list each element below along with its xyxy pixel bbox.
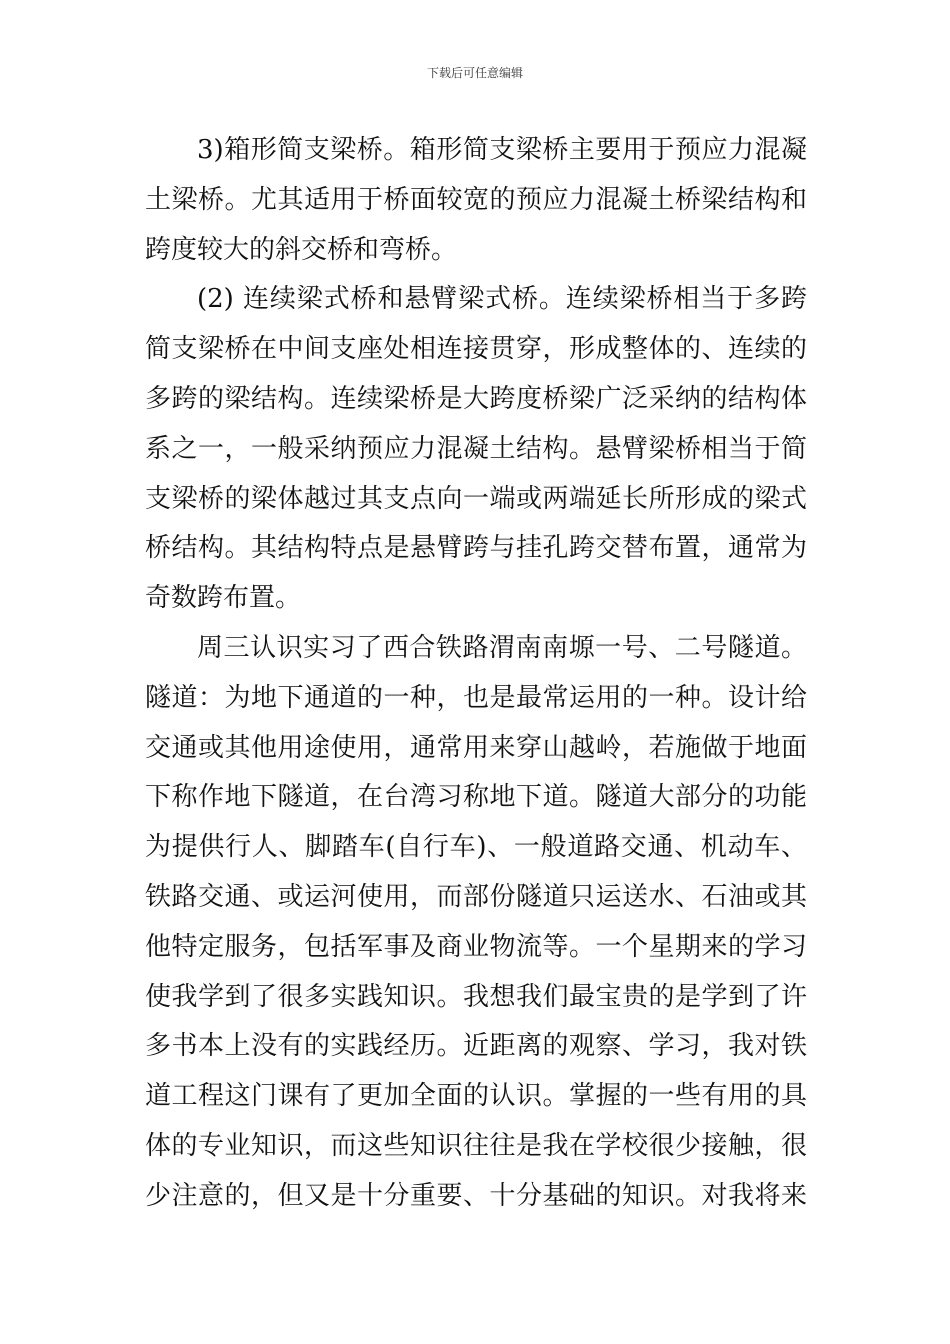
- text-line: 他特定服务，包括军事及商业物流等。一个星期来的学习: [145, 931, 807, 962]
- text-line: 多跨的梁结构。连续梁桥是大跨度桥梁广泛采纳的结构体: [145, 383, 807, 414]
- text-line: 体的专业知识，而这些知识往往是我在学校很少接触，很: [145, 1130, 807, 1161]
- text-line: (2) 连续梁式桥和悬臂梁式桥。连续梁桥相当于多跨: [197, 284, 807, 315]
- document-body: [145, 130, 807, 1226]
- text-line: 为提供行人、脚踏车(自行车)、一般道路交通、机动车、: [145, 832, 807, 863]
- text-line: 支梁桥的梁体越过其支点向一端或两端延长所形成的梁式: [145, 483, 807, 514]
- text-line: 3)箱形简支梁桥。箱形简支梁桥主要用于预应力混凝: [197, 135, 807, 165]
- text-line: 多书本上没有的实践经历。近距离的观察、学习，我对铁: [145, 1031, 807, 1062]
- paragraph-continuous-beam: [145, 279, 807, 628]
- text-line: 道工程这门课有了更加全面的认识。掌握的一些有用的具: [145, 1081, 807, 1112]
- text-line: 隧道：为地下通道的一种，也是最常运用的一种。设计给: [145, 682, 807, 713]
- text-line: 跨度较大的斜交桥和弯桥。: [145, 234, 458, 265]
- text-line: 土梁桥。尤其适用于桥面较宽的预应力混凝土桥梁结构和: [145, 184, 807, 215]
- text-line: 桥结构。其结构特点是悬臂跨与挂孔跨交替布置，通常为: [145, 533, 807, 564]
- text-line: 使我学到了很多实践知识。我想我们最宝贵的是学到了许: [145, 981, 807, 1012]
- text-line: 系之一，一般采纳预应力混凝土结构。悬臂梁桥相当于简: [145, 433, 807, 464]
- text-line: 奇数跨布置。: [145, 583, 302, 614]
- text-line: 铁路交通、或运河使用，而部份隧道只运送水、石油或其: [145, 881, 807, 912]
- paragraph-tunnel: [145, 628, 807, 1226]
- text-line: 交通或其他用途使用，通常用来穿山越岭，若施做于地面: [145, 732, 807, 763]
- text-line: 周三认识实习了西合铁路渭南南塬一号、二号隧道。: [197, 632, 807, 663]
- paragraph-box-girder: [145, 130, 807, 279]
- page-header: 下载后可任意编辑: [426, 66, 523, 80]
- text-line: 少注意的，但又是十分重要、十分基础的知识。对我将来: [145, 1180, 807, 1211]
- text-line: 下称作地下隧道，在台湾习称地下道。隧道大部分的功能: [145, 782, 807, 813]
- text-line: 简支梁桥在中间支座处相连接贯穿，形成整体的、连续的: [145, 334, 807, 365]
